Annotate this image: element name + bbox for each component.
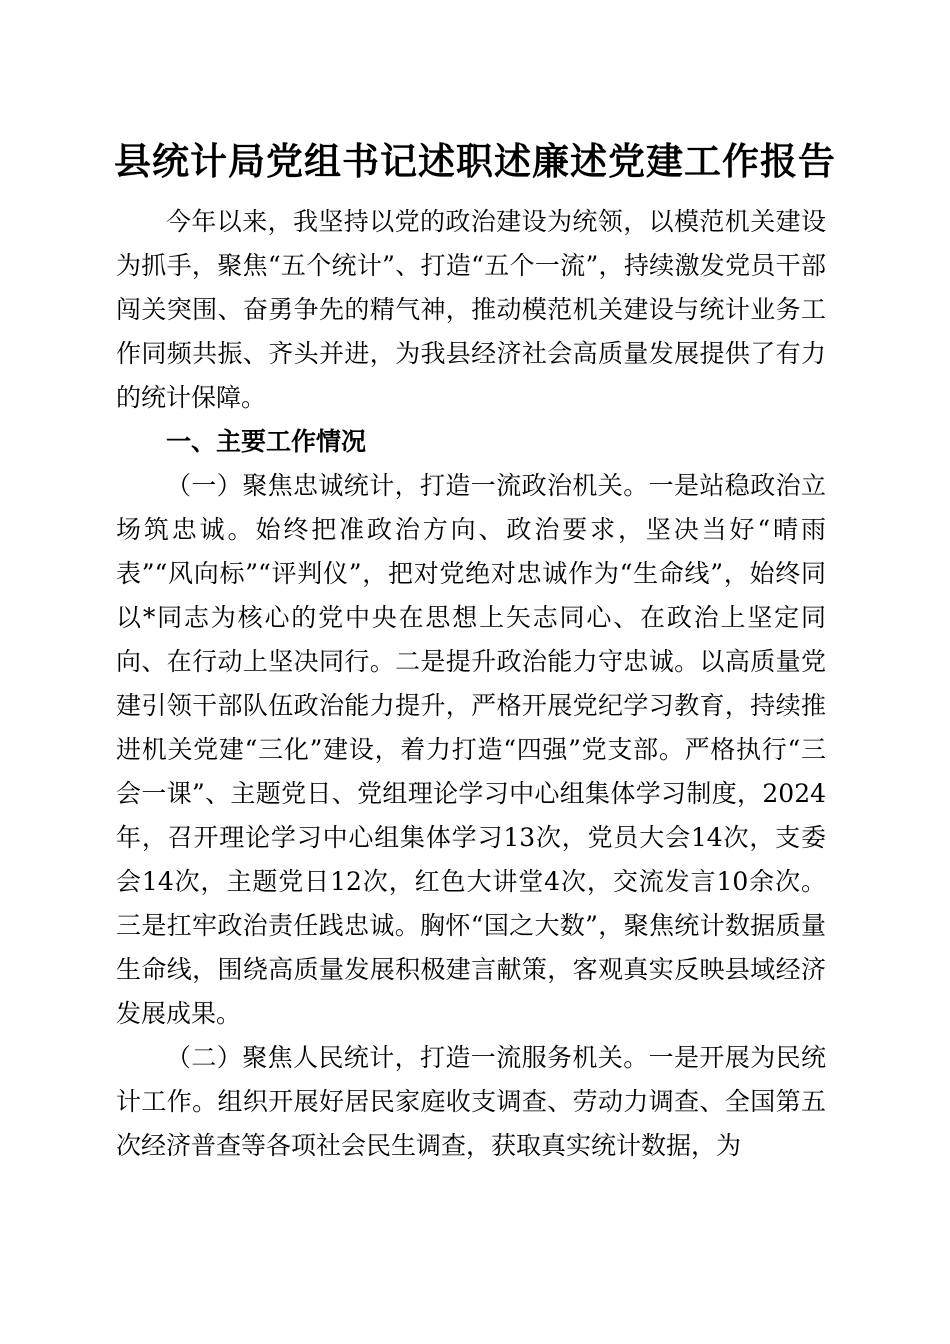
- document-body: [116, 200, 826, 1168]
- section-1-paragraph: （一）聚焦忠诚统计，打造一流政治机关。一是站稳政治立场筑忠诚。始终把准政治方向、政治要求，坚决当好“晴雨表”“风向标”“评判仪”，把对党绝对忠诚作为“生命线”，始终同以*同志为核心的党中央在思想上矢志同心、在政治上坚定同向、在行动上坚决同行。二是提升政治能力守忠诚。以高质量党建引领干部队伍政治能力提升，严格开展党纪学习教育，持续推进机关党建“三化”建设，着力打造“四强”党支部。严格执行“三会一课”、主题党日、党组理论学习中心组集体学习制度，2024年，召开理论学习中心组集体学习13次，党员大会14次，支委会14次，主题党日12次，红色大讲堂4次，交流发言10余次。三是扛牢政治责任践忠诚。胸怀“国之大数”，聚焦统计数据质量生命线，围绕高质量发展积极建言献策，客观真实反映县域经济发展成果。: [116, 471, 826, 1028]
- intro-paragraph: 今年以来，我坚持以党的政治建设为统领，以模范机关建设为抓手，聚焦“五个统计”、打造“五个一流”，持续激发党员干部闯关突围、奋勇争先的精气神，推动模范机关建设与统计业务工作同频共振、齐头并进，为我县经济社会高质量发展提供了有力的统计保障。: [116, 207, 826, 412]
- section-2-paragraph: （二）聚焦人民统计，打造一流服务机关。一是开展为民统计工作。组织开展好居民家庭收支调查、劳动力调查、全国第五次经济普查等各项社会民生调查，获取真实统计数据，为: [116, 1043, 826, 1160]
- section-heading: 一、主要工作情况: [166, 427, 367, 456]
- document-title: 县统计局党组书记述职述廉述党建工作报告: [114, 139, 836, 183]
